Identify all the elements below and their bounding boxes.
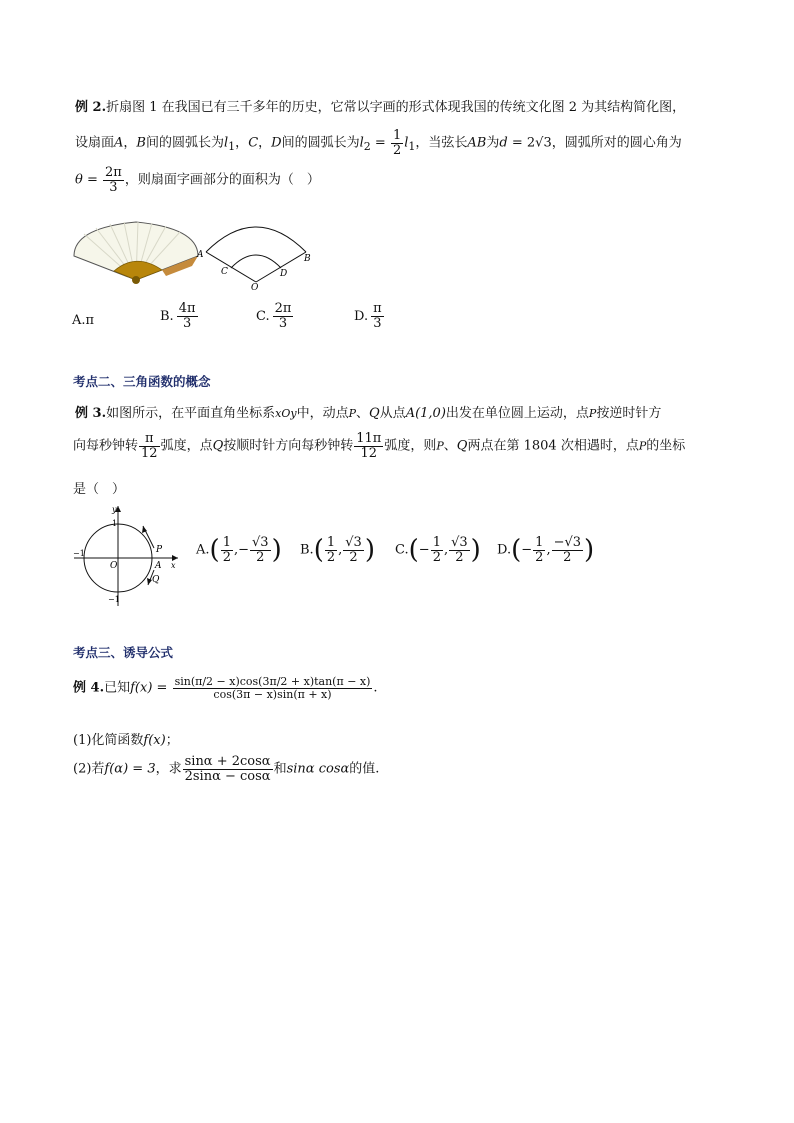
- sign: −: [238, 542, 250, 558]
- fraction-x: [325, 536, 337, 564]
- var-AB: AB: [467, 135, 487, 151]
- num: 2π: [274, 301, 292, 316]
- ex3-text: 两点在第 1804 次相遇时，点: [467, 438, 639, 454]
- point-A: A(1,0): [405, 406, 446, 421]
- den: 2: [326, 549, 336, 565]
- equals: =: [370, 135, 390, 151]
- paren-close: ): [271, 535, 282, 565]
- label-y: y: [112, 505, 117, 514]
- fraction-x: [431, 536, 443, 564]
- section-heading-2: 考点二、三角函数的概念: [73, 374, 211, 389]
- var-xOy: xOy: [275, 407, 297, 420]
- option-value: π: [85, 313, 95, 328]
- num: π: [373, 301, 382, 316]
- var-P: P: [436, 439, 444, 453]
- ex3-text: 按顺时针方向每秒钟转: [223, 438, 354, 454]
- option-label: A.: [196, 542, 210, 558]
- var-theta: θ =: [75, 172, 98, 188]
- paren-open: (: [511, 535, 522, 565]
- var-P: P: [588, 407, 597, 420]
- label-neg1-y: −1: [108, 595, 120, 604]
- fraction-y: [552, 536, 583, 564]
- option-label: B.: [160, 308, 174, 324]
- num: √3: [451, 534, 468, 550]
- ex3-text: 按逆时针方: [596, 406, 662, 421]
- den: 3: [182, 315, 192, 331]
- ex4-text: ，求: [155, 761, 182, 777]
- label-B: B: [304, 254, 311, 264]
- d-value: = 2√3: [511, 135, 552, 151]
- den: 3: [278, 315, 288, 331]
- option-fraction: [273, 302, 294, 330]
- label-x: x: [171, 561, 176, 570]
- var-l1: l: [404, 135, 409, 151]
- ex3-text: 出发在单位圆上运动，点: [445, 406, 589, 421]
- ex3-option-d[interactable]: D.(− $\frac{1}{2}$ , $\frac{-√3}{2}$ ): [497, 534, 595, 565]
- comma: ，: [123, 135, 137, 151]
- den: 3: [373, 315, 382, 331]
- den: 12: [360, 445, 378, 461]
- label-A: A: [155, 561, 162, 571]
- num: 2π: [105, 165, 122, 180]
- ex4-label: 例 4.: [73, 680, 105, 696]
- function-f: f(x) =: [130, 680, 168, 696]
- fraction-x: [533, 536, 545, 564]
- ex3-text: 的坐标: [646, 438, 686, 454]
- ex2-text: ，圆弧所对的圆心角为: [551, 135, 682, 151]
- var-P: P: [638, 439, 647, 453]
- ex4-text: 已知: [104, 680, 131, 696]
- fraction-pi-12: [139, 432, 160, 460]
- ex3-text: 、: [443, 438, 457, 454]
- ex3-text: 向每秒钟转: [73, 438, 139, 454]
- num: 1: [222, 534, 231, 550]
- option-label: A.: [72, 313, 86, 328]
- ex2-option-a[interactable]: [72, 313, 94, 328]
- ex2-text-1: 折扇图 1 在我国已有三千多年的历史，它常以字画的形式体现我国的传统文化图 2 为其结构简化图，: [106, 100, 686, 115]
- var-Q: Q: [212, 438, 224, 454]
- var-l2: l: [359, 135, 364, 151]
- sign: −: [418, 542, 430, 558]
- num: sinα + 2cosα: [184, 754, 271, 769]
- den: 3: [109, 179, 118, 195]
- den: 2: [256, 549, 265, 565]
- ex3-line3: 是（ ）: [73, 482, 126, 497]
- ex4-big-fraction: [173, 676, 373, 700]
- den: 2sinα − cosα: [184, 768, 271, 784]
- ex4-text: (1)化简函数: [73, 733, 144, 748]
- den: 2: [222, 549, 231, 565]
- label-O: O: [251, 283, 259, 292]
- option-fraction: [371, 302, 384, 330]
- option-label: D.: [354, 308, 369, 324]
- fraction-11pi-12: [354, 432, 383, 460]
- ex4-ratio-fraction: [183, 755, 273, 783]
- ex2-line3: [75, 166, 320, 194]
- ex3-label: 例 3.: [75, 406, 107, 421]
- fan-structure-diagram: [196, 218, 316, 292]
- ex2-text: 间的圆弧长为: [281, 135, 360, 151]
- label-neg1-x: −1: [73, 549, 85, 558]
- expression: sinα cosα: [286, 761, 350, 777]
- fraction-x: [221, 536, 233, 564]
- sub-1: 1: [228, 140, 236, 154]
- ex2-option-b[interactable]: [160, 302, 199, 330]
- den: 2: [392, 142, 402, 158]
- num: 1: [535, 534, 544, 550]
- var-d: d: [499, 135, 508, 151]
- unit-circle-diagram: [70, 502, 182, 610]
- den: 2: [535, 549, 544, 565]
- ex2-text: ，则扇面字画部分的面积为（ ）: [124, 172, 320, 188]
- sub-2: 2: [363, 140, 371, 154]
- option-label: C.: [395, 542, 409, 558]
- ex2-text: 设扇面: [75, 135, 115, 151]
- sub-1: 1: [408, 140, 416, 154]
- label-Q: Q: [152, 575, 160, 585]
- var-P: P: [348, 407, 356, 420]
- ex4-text: ；: [165, 733, 179, 748]
- ex2-line2: [75, 129, 682, 157]
- ex4-line1: [73, 676, 378, 700]
- ex3-option-b[interactable]: B.( $\frac{1}{2}$ , $\frac{√3}{2}$ ): [300, 534, 375, 565]
- ex2-line1: [75, 96, 685, 115]
- period: .: [373, 680, 378, 696]
- den: 2: [563, 549, 572, 565]
- fraction-y: [250, 536, 271, 564]
- ex3-text: 如图所示，在平面直角坐标系: [106, 406, 276, 421]
- label-1: 1: [112, 519, 118, 528]
- ex2-label: 例 2.: [75, 100, 107, 115]
- section-heading-3: 考点三、诱导公式: [73, 645, 174, 660]
- var-A: A: [114, 135, 124, 151]
- paren-open: (: [209, 535, 220, 565]
- ex3-text: 、: [355, 406, 369, 421]
- var-D: D: [271, 135, 282, 151]
- fraction-y: [343, 536, 364, 564]
- sign: −: [521, 542, 533, 558]
- label-D: D: [280, 269, 288, 279]
- option-label: C.: [256, 308, 270, 324]
- ex4-text: 和: [273, 761, 287, 777]
- ex2-option-c[interactable]: [256, 302, 294, 330]
- paren-close: ): [584, 535, 595, 565]
- var-B: B: [136, 135, 146, 151]
- function-f: f(x): [143, 733, 166, 748]
- ex3-text: 从点: [379, 406, 406, 421]
- den: 2: [455, 549, 464, 565]
- ex3-line1: [75, 402, 661, 421]
- label-P: P: [156, 545, 163, 555]
- num: 4π: [178, 301, 196, 316]
- ex4-q2: [73, 755, 379, 783]
- fan-illustration: [70, 218, 202, 290]
- comma: ，: [258, 135, 272, 151]
- num: √3: [252, 534, 269, 550]
- ex3-text: 中，动点: [296, 406, 349, 421]
- num: −√3: [553, 534, 582, 550]
- num: π: [139, 432, 160, 447]
- num: 1: [392, 128, 402, 143]
- num: √3: [345, 534, 362, 550]
- num: sin(π/2 − x)cos(3π/2 + x)tan(π − x): [174, 675, 371, 688]
- paren-close: ): [470, 535, 481, 565]
- fraction-half: [391, 129, 403, 157]
- ex4-q1: [73, 729, 179, 748]
- fraction-y: [449, 536, 470, 564]
- ex3-option-a[interactable]: A.( $\frac{1}{2}$ ,− $\frac{√3}{2}$ ): [196, 534, 282, 565]
- ex2-text: 为: [486, 135, 500, 151]
- ex3-text: 弧度，点: [160, 438, 213, 454]
- fraction-theta: [103, 166, 124, 194]
- paren-open: (: [408, 535, 419, 565]
- label-A: A: [197, 250, 204, 260]
- label-C: C: [221, 267, 228, 277]
- den: cos(3π − x)sin(π + x): [213, 687, 332, 701]
- var-l1: l: [224, 135, 229, 151]
- ex4-text: (2)若: [73, 761, 105, 777]
- num: 1: [432, 534, 441, 550]
- label-O: O: [110, 561, 118, 571]
- ex2-option-d[interactable]: [354, 302, 385, 330]
- option-label: B.: [300, 542, 314, 558]
- ex4-text: 的值.: [349, 761, 380, 777]
- den: 2: [349, 549, 358, 565]
- var-Q: Q: [369, 406, 380, 421]
- var-C: C: [248, 135, 259, 151]
- den: 2: [432, 549, 441, 565]
- num: 1: [326, 534, 336, 550]
- var-Q: Q: [456, 438, 468, 454]
- ex3-line2: [73, 432, 685, 460]
- ex3-text: 弧度，则: [384, 438, 437, 454]
- option-label: D.: [497, 542, 512, 558]
- comma: ，: [235, 135, 249, 151]
- option-fraction: [177, 302, 198, 330]
- ex2-text: 间的圆弧长为: [145, 135, 224, 151]
- paren-open: (: [313, 535, 324, 565]
- ex3-option-c[interactable]: C.(− $\frac{1}{2}$ , $\frac{√3}{2}$ ): [395, 534, 481, 565]
- paren-close: ): [364, 535, 375, 565]
- condition: f(α) = 3: [104, 761, 156, 777]
- ex2-text: ，当弦长: [415, 135, 468, 151]
- den: 12: [141, 445, 158, 461]
- num: 11π: [356, 431, 382, 446]
